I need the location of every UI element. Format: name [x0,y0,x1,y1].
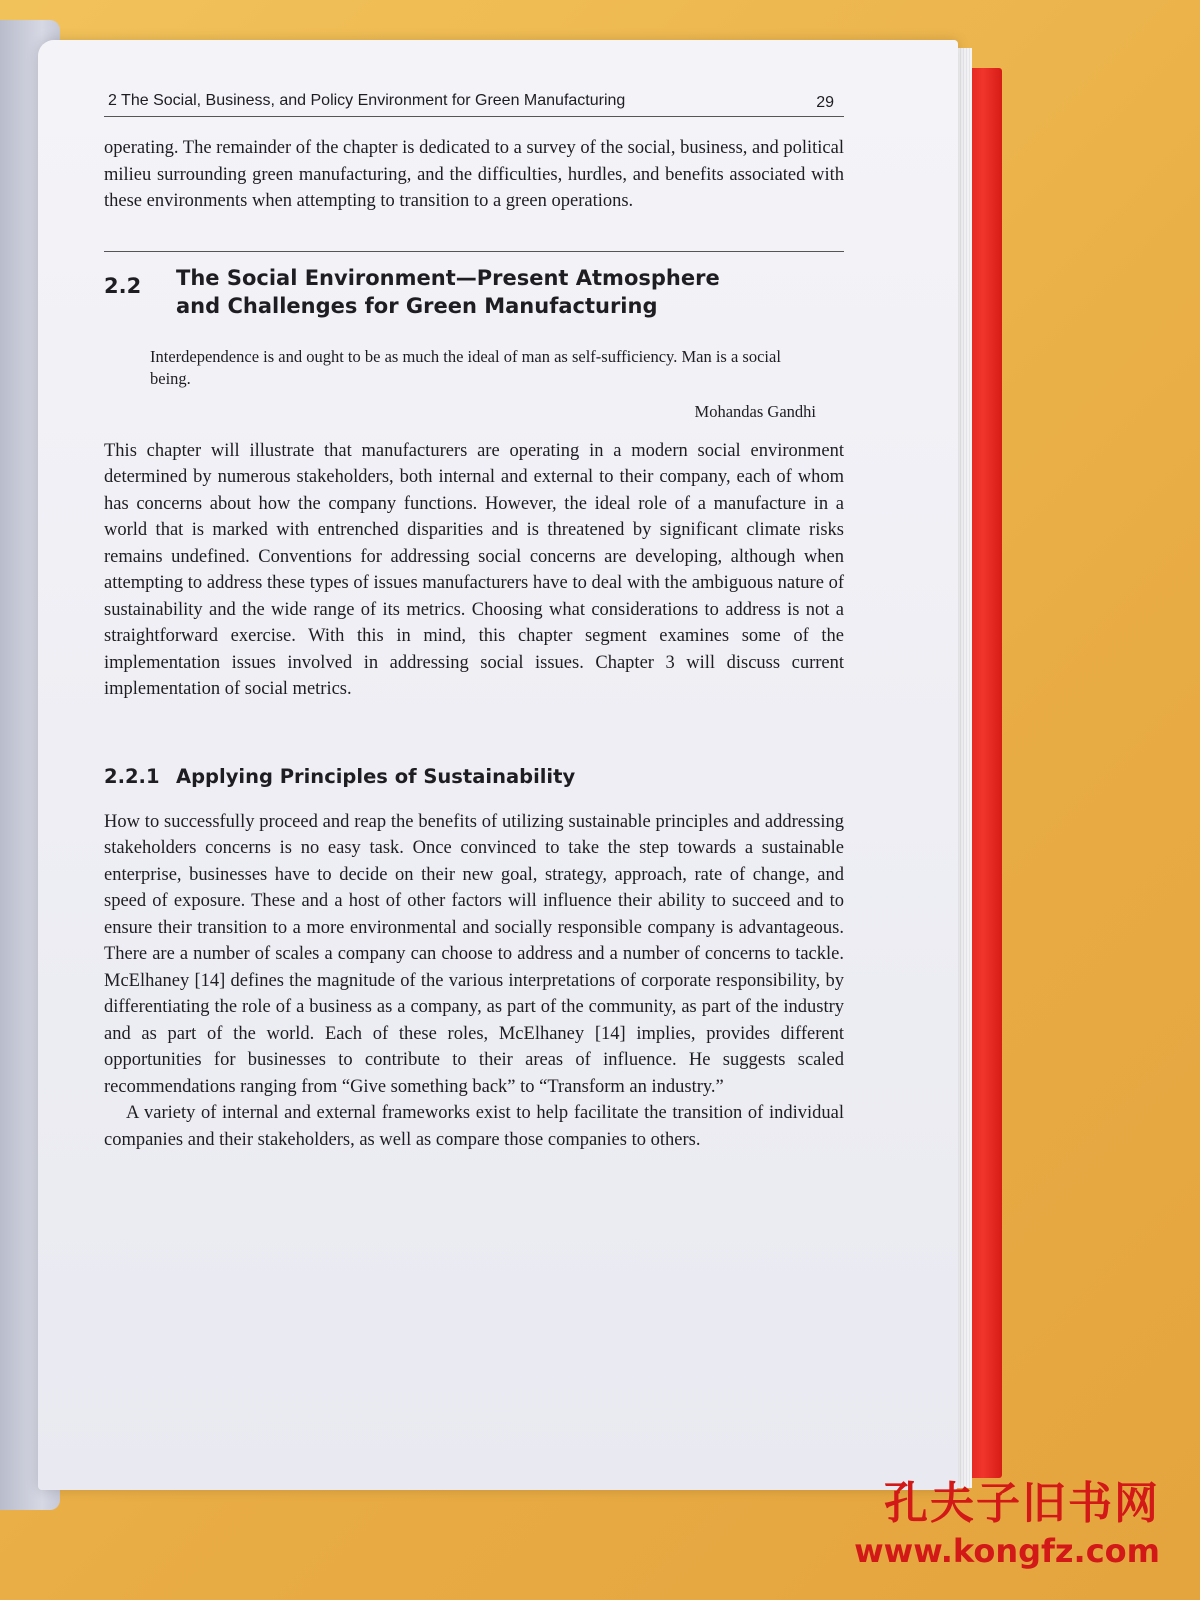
running-head [104,78,844,117]
section-title-line2: and Challenges for Green Manufacturing [176,293,658,318]
section-heading [104,264,844,328]
section-title-line1: The Social Environment—Present Atmosphere [176,265,720,290]
section-rule [104,251,844,252]
epigraph-quote: Interdependence is and ought to be as much the ideal of man as self-sufficiency. Man is a social being. [150,346,781,388]
page-content [104,78,844,1153]
page-number: 29 [816,94,834,111]
epigraph-attribution: Mohandas Gandhi [694,401,816,421]
section-paragraph: This chapter will illustrate that manufacturers are operating in a modern social environment determined by numerous stakeholders, both internal and external to their company, each of whom has concerns about how the company functions. However, the ideal role of a manufacture in a world that is marked with entrenched disparities and is threatened by significant climate risks remains undefined. Conventions for addressing social concerns are developing, although when attempting to address these types of issues manufacturers have to deal with the ambiguous nature of sustainability and the wide range of its metrics. Choosing what considerations to address is not a straightforward exercise. With this in mind, this chapter segment examines some of the implementation issues involved in addressing social issues. Chapter 3 will discuss current implementation of social metrics. [104,440,844,699]
subsection-heading [104,757,844,797]
subsection-title: Applying Principles of Sustainability [176,764,576,788]
subsection-paragraph-1: How to successfully proceed and reap the benefits of utilizing sustainable principles and addressing stakeholders concerns is no easy task. Once convinced to take the step towards a sustainable enterprise, businesses have to decide on their new goal, strategy, approach, rate of change, and speed of exposure. These and a host of other factors will influence their ability to succeed and to ensure their transition to a more environmental and socially responsible company is advantageous. There are a number of scales a company can choose to address and a number of concerns to tackle. McElhaney [14] defines the magnitude of the various interpretations of corporate responsibility, by differentiating the role of a business as a company, as part of the community, as part of the industry and as part of the world. Each of these roles, McElhaney [14] implies, provides different opportunities for businesses to contribute to their areas of influence. He suggests scaled recommendations ranging from “Give something back” to “Transform an industry.” [104,811,844,1097]
subsection-paragraph-2: A variety of internal and external frameworks exist to help facilitate the transition of individual companies and their stakeholders, as well as compare those companies to others. [104,1103,844,1150]
subsection-number: 2.2.1 [104,764,160,788]
chapter-title: 2 The Social, Business, and Policy Environment for Green Manufacturing [108,92,626,109]
intro-paragraph: operating. The remainder of the chapter is dedicated to a survey of the social, business, and political milieu surrounding green manufacturing, and the difficulties, hurdles, and benefits associated with these environments when attempting to transition to a green operations. [104,138,844,211]
watermark-url: www.kongfz.com [854,1532,1160,1570]
watermark [854,1476,1160,1570]
section-title [176,264,720,320]
watermark-chinese: 孔夫子旧书网 [884,1478,1160,1529]
section-number: 2.2 [104,273,142,298]
